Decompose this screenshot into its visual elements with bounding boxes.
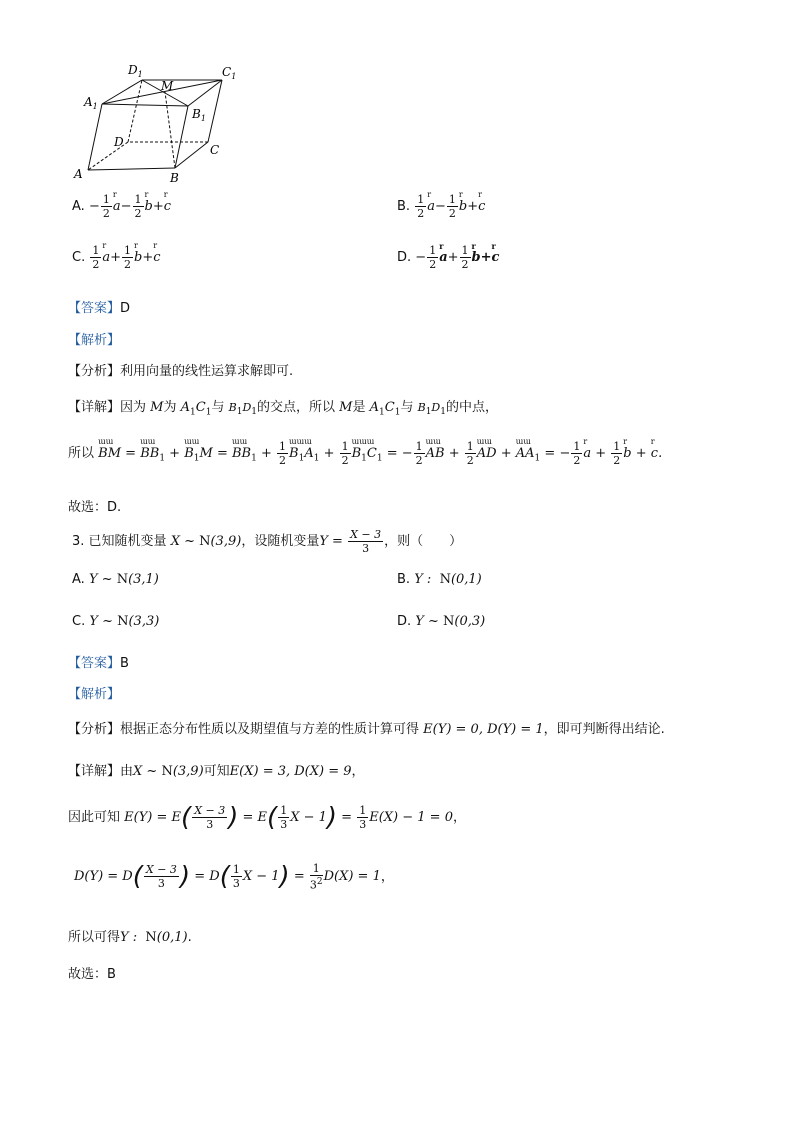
parallelepiped-figure <box>70 60 250 185</box>
label-D1: $D_1$ <box>128 63 143 79</box>
label-B: B <box>170 171 179 185</box>
edge-DD1-hidden <box>128 80 142 142</box>
q2-guxuan: 故选：D. <box>68 500 122 515</box>
q2-vector-equation: 所以 BM ɯɯ = $BB_1$ ɯɯ + $B_1M$ ɯɯ = $BB_1$ ɯɯ + $\frac{1}{2}$ $B_1A_1$ ɯɯɯ + $\frac{1}{2}$ $B_1C_1$ ɯɯɯ = − $\frac{1}{2}$ AB ɯɯ + $\frac{1}{2}$ AD ɯɯ + $AA_1$ ɯɯ = − $\frac{1}{2}$ a r + $\frac{1}{2}$ b r + c r . <box>68 437 663 467</box>
q3-expectation-line: 因此可知 E(Y) = E( $\frac{X - 3}{3}$ ) = E( $\frac{1}{3}$ X − 1) = $\frac{1}{3}$ E(X) − 1 = 0， <box>68 802 466 833</box>
edge-A1B1 <box>102 104 188 106</box>
q2-fenxi <box>68 360 293 379</box>
q3-conclusion: 所以可得Y : N(0,1). <box>68 930 192 945</box>
answer-value: B <box>120 656 129 671</box>
q3-stem-text: ，设随机变量 <box>241 534 320 549</box>
q3-option-B-label: B. <box>397 572 411 587</box>
answer-tag: 【答案】 <box>68 301 121 316</box>
xj-text: 为 <box>163 400 177 415</box>
option-C-expr: $\frac{1}{2}$ a r + $\frac{1}{2}$ b r +c r <box>92 241 161 271</box>
q3-guxuan: 故选：B <box>68 967 116 982</box>
label-A1: $A_1$ <box>84 95 98 111</box>
option-D <box>397 241 500 271</box>
q3-variance-line: D(Y) = D( $\frac{X - 3}{3}$ ) = D( $\frac{1}{3}$ X − 1) = $\frac{1}{3^2}$ D(X) = 1， <box>74 861 394 892</box>
answer-tag: 【答案】 <box>68 656 121 671</box>
q3-fenxi: 【分析】根据正态分布性质以及期望值与方差的性质计算可得 E(Y) = 0, D(Y) = 1，即可判断得出结论. <box>68 722 665 737</box>
suoyi-text: 所以 <box>68 446 95 461</box>
label-B1: $B_1$ <box>192 107 206 123</box>
q2-analysis <box>68 329 120 348</box>
option-C-label: C. <box>72 250 86 265</box>
q2-answer <box>68 297 130 316</box>
q3-answer <box>68 652 129 671</box>
label-D: D <box>114 135 124 149</box>
xj-text: 是 <box>352 400 366 415</box>
q3-stem-text: ，则（ ） <box>384 534 463 549</box>
suoyi-text: 所以可得 <box>68 930 121 945</box>
fenxi-tag: 【分析】 <box>68 722 121 737</box>
label-M: M <box>161 79 174 93</box>
q3-stem: 3. 已知随机变量 X ~ N(3,9)，设随机变量Y = $\frac{X - 3}{3}$ ，则（ ） <box>72 528 463 555</box>
label-C: C <box>210 143 220 157</box>
xj-text: 因为 <box>120 400 147 415</box>
fenxi-text: 根据正态分布性质以及期望值与方差的性质计算可得 <box>120 722 420 737</box>
q3-stem-text: 3. 已知随机变量 <box>72 534 167 549</box>
q3-option-D-label: D. <box>397 614 412 629</box>
option-B-expr: $\frac{1}{2}$ a r − $\frac{1}{2}$ b r +c r <box>417 190 486 220</box>
analysis-tag: 【解析】 <box>68 333 121 348</box>
xj-text: 与 <box>211 400 225 415</box>
q3-xiangjie: 【详解】由X ~ N(3,9)可知E(X) = 3, D(X) = 9， <box>68 764 365 779</box>
option-A-label: A. <box>72 199 85 214</box>
fenxi-tag: 【分析】 <box>68 364 121 379</box>
segment-BM <box>165 92 175 168</box>
xj-text: 的交点，所以 <box>257 400 336 415</box>
option-D-expr: − $\frac{1}{2}$ a r + $\frac{1}{2}$ b r +c r <box>415 241 500 271</box>
xiangjie-tag: 【详解】 <box>68 764 121 779</box>
q3-option-A-label: A. <box>72 572 85 587</box>
analysis-tag: 【解析】 <box>68 687 121 702</box>
q2-xiangjie: 【详解】因为 M为 $A_1C_1$与 $B_1D_1$的交点，所以 M是 $A_1C_1$与 $B_1D_1$的中点， <box>68 400 498 418</box>
q3-option-C-label: C. <box>72 614 86 629</box>
q3-option-A: A. Y ~ N(3,1) <box>72 572 159 587</box>
xj-text: 与 <box>400 400 414 415</box>
answer-value: D <box>120 301 131 316</box>
xiangjie-tag: 【详解】 <box>68 400 121 415</box>
option-C <box>72 241 161 271</box>
option-D-label: D. <box>397 250 412 265</box>
xj-text: 的中点， <box>445 400 498 415</box>
fenxi-text: ，即可判断得出结论. <box>543 722 665 737</box>
edge-AA1 <box>88 104 102 170</box>
option-B <box>397 190 486 220</box>
option-A-expr: − $\frac{1}{2}$ a r − $\frac{1}{2}$ b r +c r <box>88 190 172 220</box>
q3-option-B: B. Y : N(0,1) <box>397 572 482 587</box>
fenxi-text: 利用向量的线性运算求解即可. <box>120 364 294 379</box>
xj-text: 可知 <box>203 764 230 779</box>
option-B-label: B. <box>397 199 411 214</box>
option-A <box>72 190 172 220</box>
label-A: A <box>74 167 83 181</box>
q3-option-D: D. Y ~ N(0,3) <box>397 614 486 629</box>
q3-option-C: C. Y ~ N(3,3) <box>72 614 160 629</box>
xj-text: 由 <box>120 764 134 779</box>
edge-AB <box>88 168 175 170</box>
yinci-text: 因此可知 <box>68 810 121 825</box>
q3-analysis <box>68 683 120 702</box>
label-C1: $C_1$ <box>222 65 237 81</box>
